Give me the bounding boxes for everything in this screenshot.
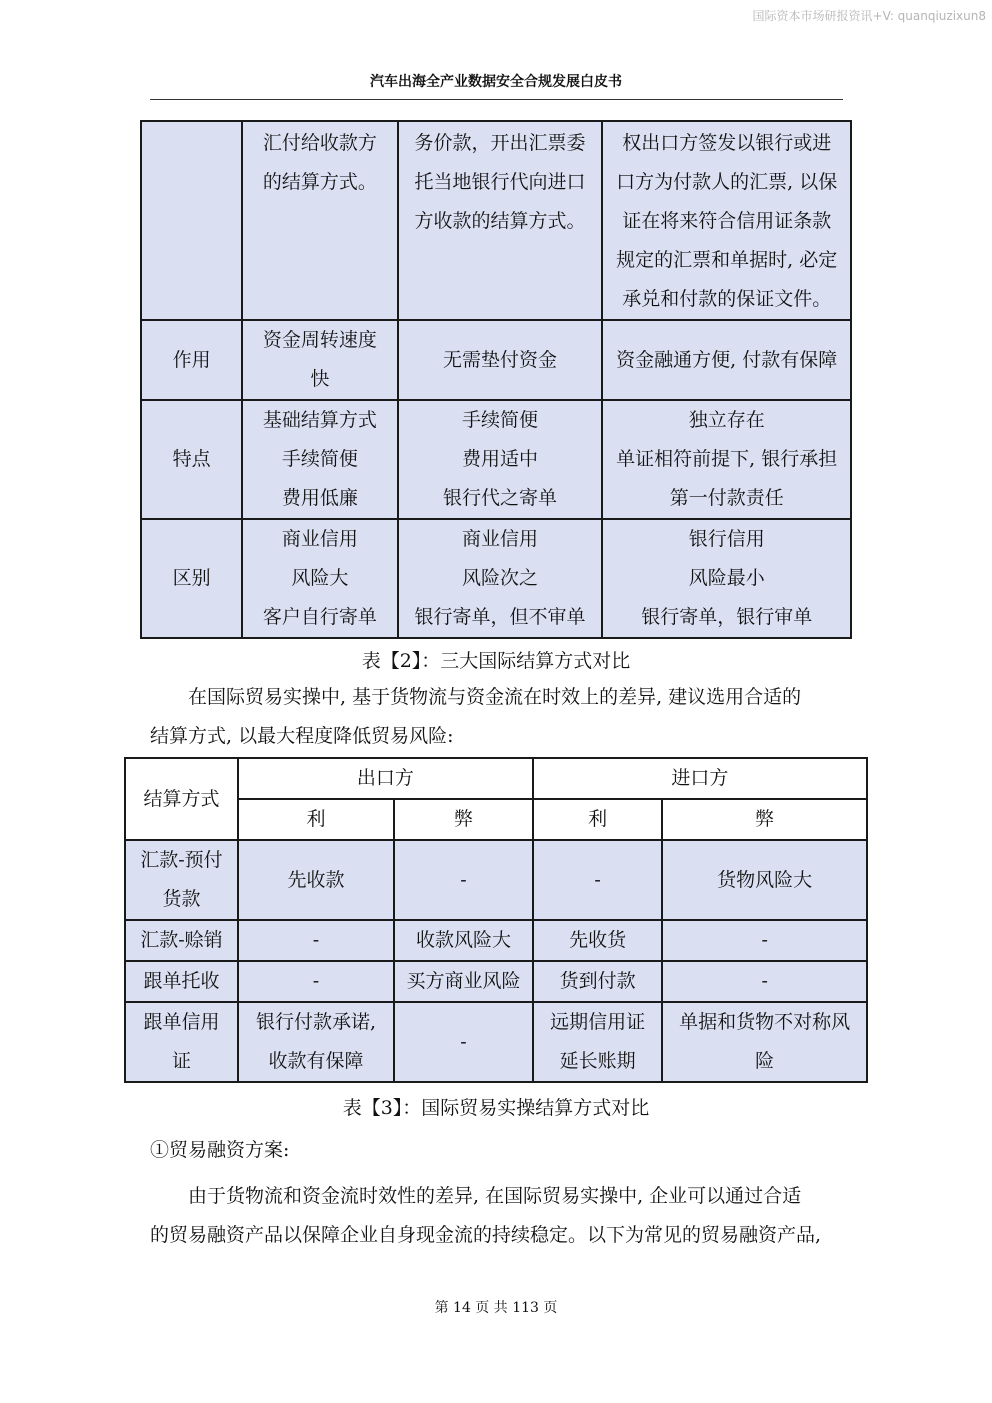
exporter-con-cell: 收款风险大 [394,920,533,961]
remittance-cell: 商业信用 风险大 客户自行寄单 [242,519,397,638]
collection-cell: 手续简便 费用适中 银行代之寄单 [398,400,603,519]
table-row [141,320,851,400]
row-label: 作用 [141,320,242,400]
letter-of-credit-cell: 权出口方签发以银行或进 口方为付款人的汇票, 以保 证在将来符合信用证条款 规定的汇票和单据时, 必定 承兑和付款的保证文件。 [602,121,851,320]
table-row [141,121,851,320]
importer-con-cell: 货物风险大 [662,840,867,920]
section-heading: ①贸易融资方案: [150,1139,290,1161]
exporter-con-cell: 买方商业风险 [394,961,533,1002]
table-row [141,400,851,519]
row-label [141,121,242,320]
remittance-cell: 资金周转速度 快 [242,320,397,400]
letter-of-credit-cell: 独立存在 单证相符前提下, 银行承担 第一付款责任 [602,400,851,519]
row-label: 区别 [141,519,242,638]
exporter-pro-cell: 先收款 [238,840,394,920]
page-number: 第 14 页 共 113 页 [434,1300,558,1316]
header-divider [150,99,843,100]
table-row [125,961,867,1002]
exporter-pro-header: 利 [238,799,394,840]
remittance-cell: 汇付给收款方 的结算方式。 [242,121,397,320]
collection-cell: 无需垫付资金 [398,320,603,400]
exporter-con-header: 弊 [394,799,533,840]
importer-con-cell: 单据和货物不对称风 险 [662,1002,867,1082]
importer-con-cell: - [662,961,867,1002]
collection-cell: 商业信用 风险次之 银行寄单，但不审单 [398,519,603,638]
exporter-pro-cell: - [238,961,394,1002]
method-cell: 汇款-赊销 [125,920,238,961]
remittance-cell: 基础结算方式 手续简便 费用低廉 [242,400,397,519]
watermark: 国际资本市场研报资讯+V: quanqiuzixun8 [752,9,986,23]
method-cell: 跟单信用 证 [125,1002,238,1082]
settlement-methods-table [140,120,852,639]
importer-pro-cell: 远期信用证 延长账期 [533,1002,662,1082]
table-row [141,519,851,638]
table-row [125,1002,867,1082]
method-cell: 汇款-预付 货款 [125,840,238,920]
importer-pro-cell: 先收货 [533,920,662,961]
importer-pro-cell: 货到付款 [533,961,662,1002]
table-row [125,920,867,961]
body-paragraph: 由于货物流和资金流时效性的差异, 在国际贸易实操中, 企业可以通过合适 的贸易融资产品以保障企业自身现金流的持续稳定。以下为常见的贸易融资产品, [150,1185,822,1246]
exporter-pro-cell: 银行付款承诺, 收款有保障 [238,1002,394,1082]
trade-settlement-table [124,757,868,1083]
importer-pro-header: 利 [533,799,662,840]
exporter-con-cell: - [394,840,533,920]
method-cell: 跟单托收 [125,961,238,1002]
exporter-header: 出口方 [238,758,533,799]
document-header-title: 汽车出海全产业数据安全合规发展白皮书 [370,74,622,90]
table-caption: 表【2】：三大国际结算方式对比 [361,650,631,672]
importer-con-cell: - [662,920,867,961]
exporter-pro-cell: - [238,920,394,961]
body-paragraph: 在国际贸易实操中, 基于货物流与资金流在时效上的差异, 建议选用合适的 结算方式, 以最大程度降低贸易风险: [150,686,802,747]
importer-con-header: 弊 [662,799,867,840]
table-caption: 表【3】：国际贸易实操结算方式对比 [342,1097,650,1119]
importer-header: 进口方 [533,758,867,799]
table-header-row [125,758,867,799]
letter-of-credit-cell: 银行信用 风险最小 银行寄单，银行审单 [602,519,851,638]
exporter-con-cell: - [394,1002,533,1082]
corner-header: 结算方式 [125,758,238,840]
importer-pro-cell: - [533,840,662,920]
row-label: 特点 [141,400,242,519]
collection-cell: 务价款，开出汇票委 托当地银行代向进口 方收款的结算方式。 [398,121,603,320]
letter-of-credit-cell: 资金融通方便, 付款有保障 [602,320,851,400]
table-row [125,840,867,920]
